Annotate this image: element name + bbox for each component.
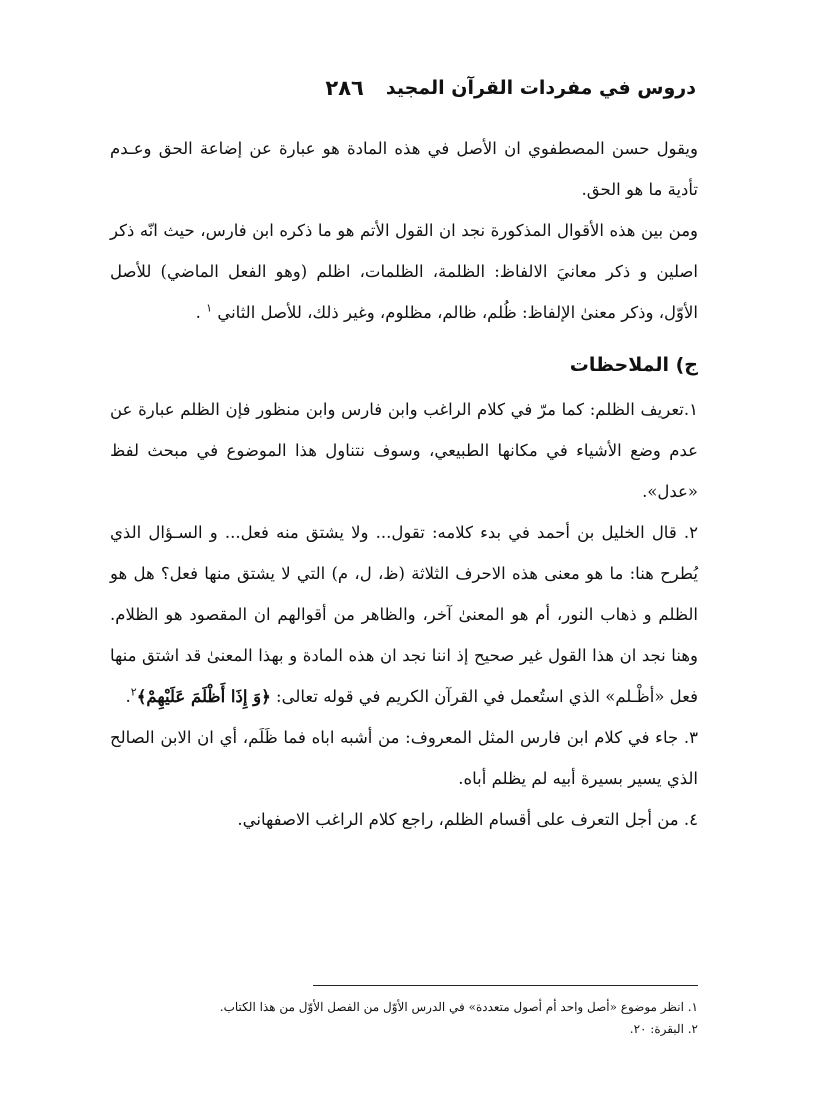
footnote-mark-1: ١: [206, 301, 213, 315]
footnotes: [110, 996, 698, 1040]
note-item-3: ٣. جاء في كلام ابن فارس المثل المعروف: من أشبه اباه فما ظَلَم، أي ان الابن الصالح الذي يسير بسيرة أبيه لم يظلم أباه.: [110, 728, 698, 788]
footnote-1: ١. انظر موضوع «أصل واحد أم أصول متعددة» في الدرس الأوّل من الفصل الأوّل من هذا الكتاب.: [219, 1000, 698, 1014]
footnote-divider: [313, 985, 698, 986]
page-number: ٢٨٦: [325, 76, 364, 100]
note-item-2: ٢. قال الخليل بن أحمد في بدء كلامه: تقول... ولا يشتق منه فعل... و السـؤال الذي يُطرح هنا: ما هو معنى هذه الاحرف الثلاثة (ظ، ل، م) التي لا يشتق منها فعل؟ هل هو الظلم و ذهاب النور، أم هو المعنىٰ آخر، والظاهر من أقوالهم ان المقصود هو الظلام. وهنا نجد ان هذا القول غير صحيح إذ اننا نجد ان هذه المادة و بهذا المعنىٰ قد اشتق منها فعل «أظْـلم» الذي استُعمل في القرآن الكريم في قوله تعالى: ﴿وَ إِذَا أَظْلَمَ عَلَيْهِمْ﴾$^٢$.: [110, 523, 698, 706]
note-item-4: ٤. من أجل التعرف على أقسام الظلم، راجع كلام الراغب الاصفهاني.: [237, 810, 698, 829]
note-item-2-text: ٢. قال الخليل بن أحمد في بدء كلامه: تقول... ولا يشتق منه فعل... و السـؤال الذي يُطرح هنا: ما هو معنى هذه الاحرف الثلاثة (ظ، ل، م) التي لا يشتق منها فعل؟ هل هو الظلم و ذهاب النور، أم هو المعنىٰ آخر، والظاهر من أقوالهم ان المقصود هو الظلام. وهنا نجد ان هذا القول غير صحيح إذ اننا نجد ان هذه المادة و بهذا المعنىٰ قد اشتق منها فعل «أظْـلم» الذي استُعمل في القرآن الكريم في قوله تعالى:: [110, 523, 698, 706]
quran-quote: ﴿وَ إِذَا أَظْلَمَ عَلَيْهِمْ﴾: [136, 687, 271, 706]
paragraph-2: ومن بين هذه الأقوال المذكورة نجد ان القول الأتم هو ما ذكره ابن فارس، حيث انّه ذكر اصلين و ذكر معانيَ الالفاظ: الظلمة، الظلمات، اظلم (وهو الفعل الماضي) للأصل الأوّل، وذكر معنىٰ الإلفاظ: ظُلم، ظالم، مظلوم، وغير ذلك، للأصل الثاني $^١$ .: [110, 221, 698, 322]
main-text: [110, 128, 698, 840]
paragraph-1: ويقول حسن المصطفوي ان الأصل في هذه المادة هو عبارة عن إضاعة الحق وعـدم تأدية ما هو الحق.: [110, 139, 698, 199]
footnote-2: ٢. البقرة: ٢٠.: [629, 1022, 698, 1036]
note-item-1: ١.تعريف الظلم: كما مرّ في كلام الراغب وابن فارس وابن منظور فإن الظلم عبارة عن عدم وضع الأشياء في مكانها الطبيعي، وسوف نتناول هذا الموضوع في مبحث لفظ «عدل».: [110, 400, 698, 501]
footnote-mark-2: ٢: [130, 685, 137, 699]
section-heading: ج) الملاحظات: [569, 354, 698, 376]
header-title: دروس في مفردات القرآن المجيد: [385, 77, 696, 99]
paragraph-2-text: ومن بين هذه الأقوال المذكورة نجد ان القول الأتم هو ما ذكره ابن فارس، حيث انّه ذكر اصلين و ذكر معانيَ الالفاظ: الظلمة، الظلمات، اظلم (وهو الفعل الماضي) للأصل الأوّل، وذكر معنىٰ الإلفاظ: ظُلم، ظالم، مظلوم، وغير ذلك، للأصل الثاني: [110, 221, 698, 322]
running-header: [96, 70, 696, 106]
